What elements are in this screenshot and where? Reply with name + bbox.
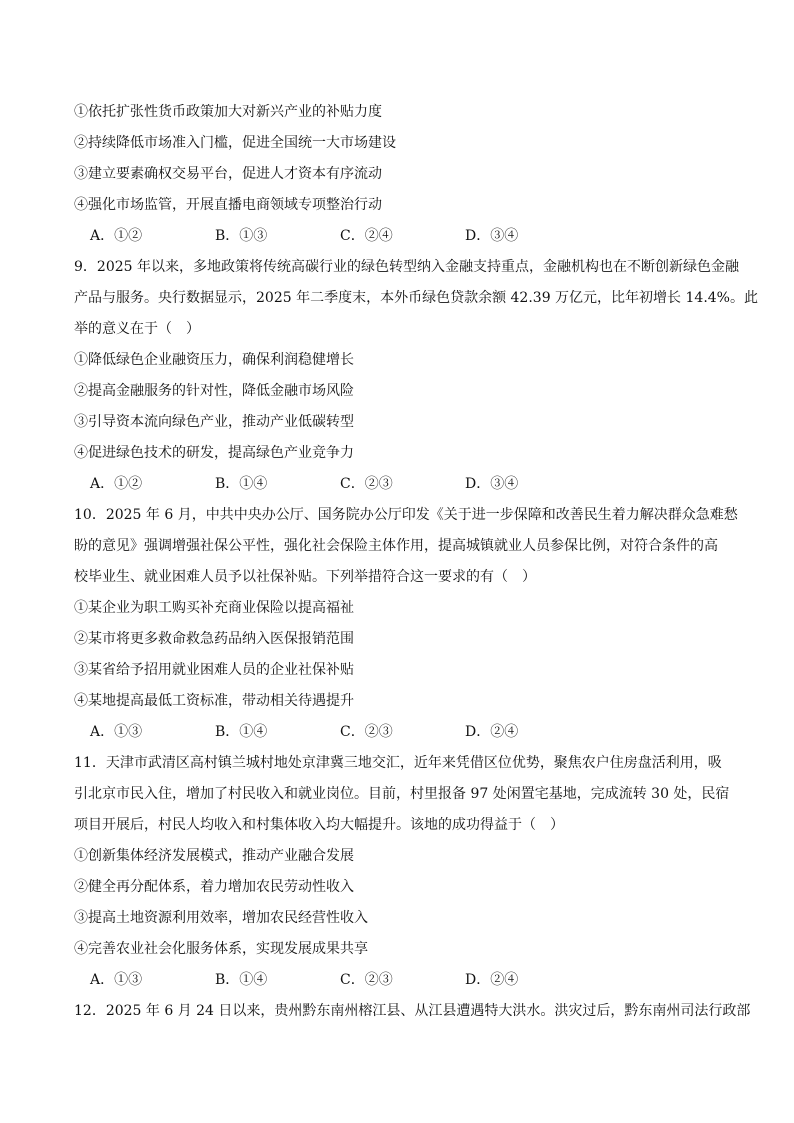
q10-option-d: D．②④ — [465, 724, 519, 740]
q8-option-c: C．②④ — [340, 228, 393, 244]
q9-option-c: C．②③ — [340, 476, 393, 492]
q9-item-2: ②提高金融服务的针对性，降低金融市场风险 — [74, 383, 354, 399]
question-9 — [74, 252, 758, 500]
q9-stem-line-1: 9．2025 年以来，多地政策将传统高碳行业的绿色转型纳入金融支持重点，金融机构也在不断创新绿色金融 — [74, 259, 739, 275]
q8-item-2: ②持续降低市场准入门槛，促进全国统一大市场建设 — [74, 135, 396, 151]
q9-stem-line-2: 产品与服务。央行数据显示，2025 年二季度末，本外币绿色贷款余额 42.39 万亿元，比年初增长 14.4%。此 — [74, 290, 758, 306]
q8-option-d: D．③④ — [465, 228, 519, 244]
q11-options — [74, 965, 734, 996]
q10-option-b: B．①④ — [215, 724, 268, 740]
q8-option-a: A．①② — [90, 228, 143, 244]
q11-option-a: A．①③ — [90, 972, 143, 988]
exam-page — [74, 97, 758, 1027]
q8-options — [74, 221, 734, 252]
q11-item-3: ③提高土地资源利用效率，增加农民经营性收入 — [74, 910, 368, 926]
q11-item-2: ②健全再分配体系，着力增加农民劳动性收入 — [74, 879, 354, 895]
q11-option-d: D．②④ — [465, 972, 519, 988]
q10-option-c: C．②③ — [340, 724, 393, 740]
q8-item-3: ③建立要素确权交易平台，促进人才资本有序流动 — [74, 166, 382, 182]
q9-options — [74, 469, 734, 500]
q9-option-d: D．③④ — [465, 476, 519, 492]
q11-stem-line-1: 11．天津市武清区高村镇兰城村地处京津冀三地交汇，近年来凭借区位优势，聚焦农户住房盘活利用，吸 — [74, 755, 722, 771]
q10-option-a: A．①③ — [90, 724, 143, 740]
question-12 — [74, 996, 751, 1027]
q12-stem-line-1: 12．2025 年 6 月 24 日以来，贵州黔东南州榕江县、从江县遭遇特大洪水。洪灾过后，黔东南州司法行政部 — [74, 1003, 751, 1019]
q9-stem-line-3: 举的意义在于（ ） — [74, 321, 200, 337]
q9-option-a: A．①② — [90, 476, 143, 492]
q10-item-1: ①某企业为职工购买补充商业保险以提高福祉 — [74, 600, 354, 616]
q10-item-2: ②某市将更多救命救急药品纳入医保报销范围 — [74, 631, 354, 647]
q10-stem-line-3: 校毕业生、就业困难人员予以社保补贴。下列举措符合这一要求的有（ ） — [74, 569, 536, 585]
q9-item-3: ③引导资本流向绿色产业，推动产业低碳转型 — [74, 414, 354, 430]
q10-stem-line-2: 盼的意见》强调增强社保公平性，强化社会保险主体作用，提高城镇就业人员参保比例，对符合条件的高 — [74, 538, 718, 554]
q9-option-b: B．①④ — [215, 476, 268, 492]
q9-item-4: ④促进绿色技术的研发，提高绿色产业竞争力 — [74, 445, 354, 461]
question-10 — [74, 500, 738, 748]
q11-option-b: B．①④ — [215, 972, 268, 988]
q10-item-3: ③某省给予招用就业困难人员的企业社保补贴 — [74, 662, 354, 678]
q8-option-b: B．①③ — [215, 228, 268, 244]
q8-item-1: ①依托扩张性货币政策加大对新兴产业的补贴力度 — [74, 104, 382, 120]
q11-option-c: C．②③ — [340, 972, 393, 988]
q11-stem-line-3: 项目开展后，村民人均收入和村集体收入均大幅提升。该地的成功得益于（ ） — [74, 817, 564, 833]
question-11 — [74, 748, 734, 996]
q9-item-1: ①降低绿色企业融资压力，确保利润稳健增长 — [74, 352, 354, 368]
q11-stem-line-2: 引北京市民入住，增加了村民收入和就业岗位。目前，村里报备 97 处闲置宅基地，完成流转 30 处，民宿 — [74, 786, 730, 802]
q10-options — [74, 717, 734, 748]
question-8 — [74, 97, 734, 252]
q10-stem-line-1: 10．2025 年 6 月，中共中央办公厅、国务院办公厅印发《关于进一步保障和改善民生着力解决群众急难愁 — [74, 507, 738, 523]
q11-item-4: ④完善农业社会化服务体系，实现发展成果共享 — [74, 941, 368, 957]
q11-item-1: ①创新集体经济发展模式，推动产业融合发展 — [74, 848, 354, 864]
q8-item-4: ④强化市场监管，开展直播电商领域专项整治行动 — [74, 197, 382, 213]
q10-item-4: ④某地提高最低工资标准，带动相关待遇提升 — [74, 693, 354, 709]
